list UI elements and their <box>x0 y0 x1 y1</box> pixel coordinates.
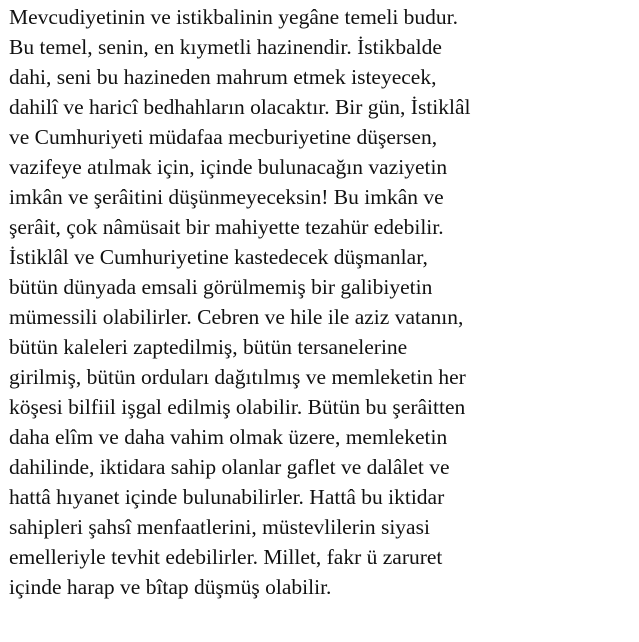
text-line-2: Bu temel, senin, en kıymetli hazinendir. İstikbalde <box>9 35 442 59</box>
text-line-18: sahipleri şahsî menfaatlerini, müstevlilerin siyasi <box>9 515 430 539</box>
text-line-1: Mevcudiyetinin ve istikbalinin yegâne temeli budur. <box>9 5 459 29</box>
text-line-19: emelleriyle tevhit edebilirler. Millet, fakr ü zaruret <box>9 545 443 569</box>
text-line-20: içinde harap ve bîtap düşmüş olabilir. <box>9 575 332 599</box>
text-line-7: imkân ve şerâitini düşünmeyeceksin! Bu imkân ve <box>9 185 444 209</box>
text-line-15: daha elîm ve daha vahim olmak üzere, memleketin <box>9 425 448 449</box>
document-text <box>9 2 634 602</box>
text-line-9: İstiklâl ve Cumhuriyetine kastedecek düşmanlar, <box>9 245 428 269</box>
text-line-10: bütün dünyada emsali görülmemiş bir galibiyetin <box>9 275 433 299</box>
text-line-4: dahilî ve haricî bedhahların olacaktır. Bir gün, İstiklâl <box>9 95 471 119</box>
text-line-16: dahilinde, iktidara sahip olanlar gaflet ve dalâlet ve <box>9 455 450 479</box>
text-line-3: dahi, seni bu hazineden mahrum etmek isteyecek, <box>9 65 437 89</box>
text-line-5: ve Cumhuriyeti müdafaa mecburiyetine düşersen, <box>9 125 438 149</box>
text-line-8: şerâit, çok nâmüsait bir mahiyette tezahür edebilir. <box>9 215 444 239</box>
text-line-14: köşesi bilfiil işgal edilmiş olabilir. Bütün bu şerâitten <box>9 395 466 419</box>
text-line-13: girilmiş, bütün orduları dağıtılmış ve memleketin her <box>9 365 466 389</box>
text-line-17: hattâ hıyanet içinde bulunabilirler. Hattâ bu iktidar <box>9 485 445 509</box>
text-line-11: mümessili olabilirler. Cebren ve hile ile aziz vatanın, <box>9 305 464 329</box>
text-line-6: vazifeye atılmak için, içinde bulunacağın vaziyetin <box>9 155 448 179</box>
text-line-12: bütün kaleleri zaptedilmiş, bütün tersanelerine <box>9 335 408 359</box>
